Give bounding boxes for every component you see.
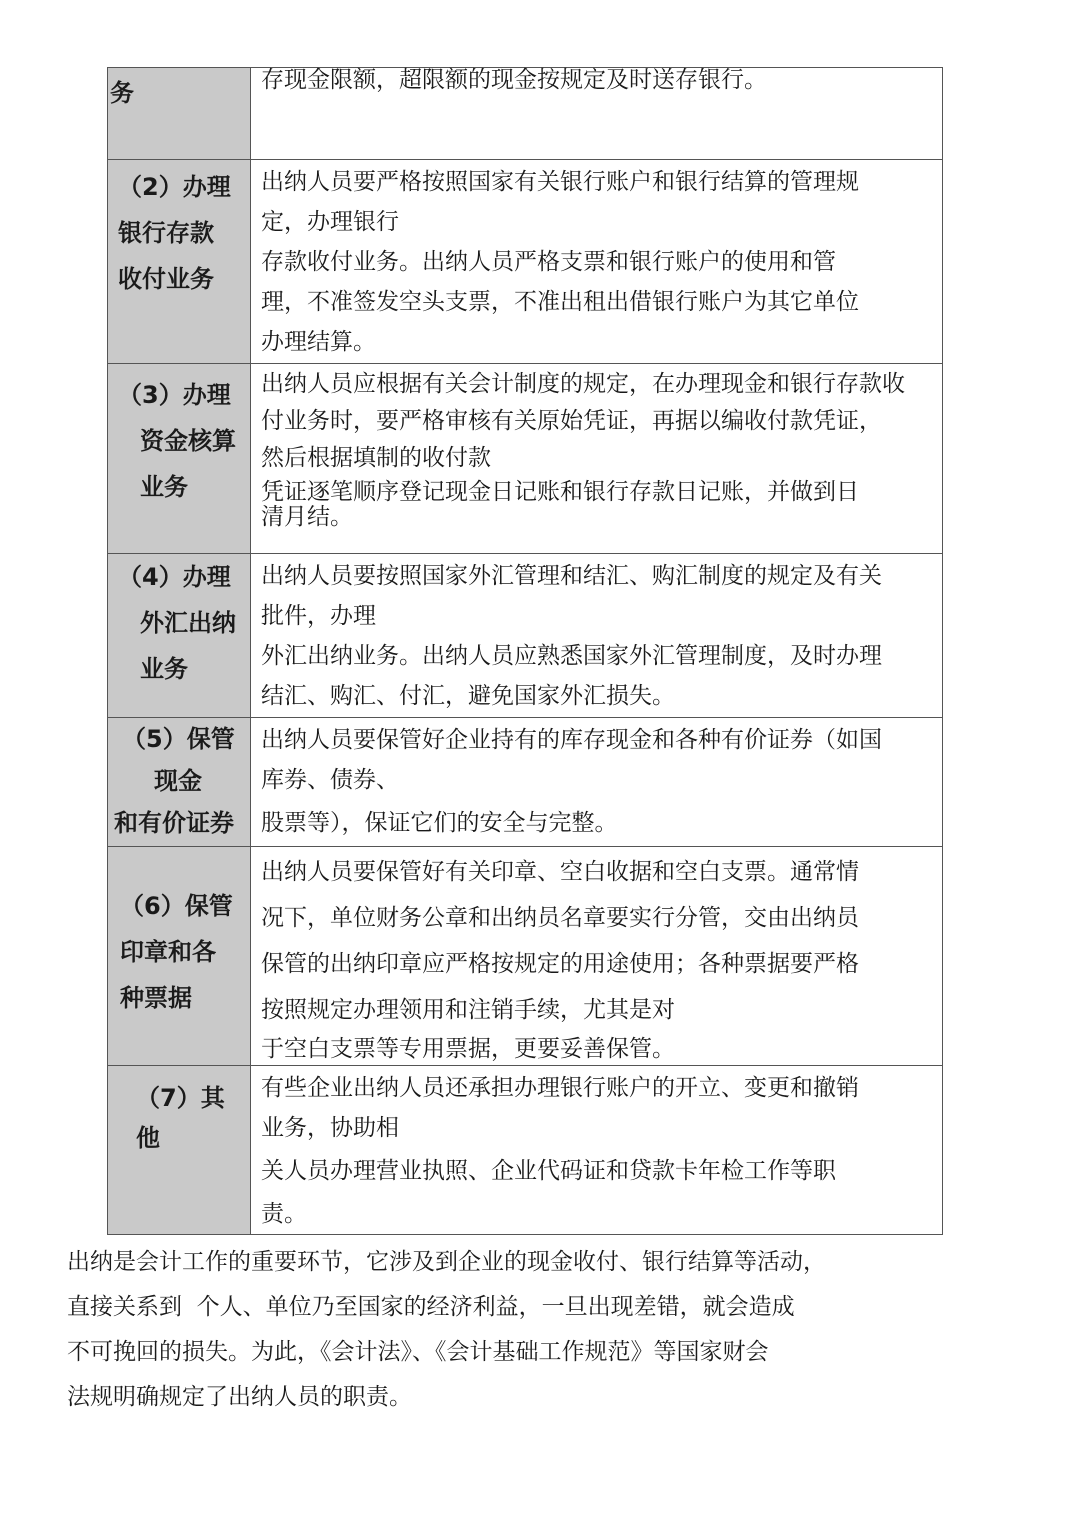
content-line: 出纳人员要保管好有关印章、空白收据和空白支票。通常情 (261, 859, 859, 885)
row-label-line: 收付业务 (118, 265, 214, 293)
row-label-cell (108, 160, 251, 364)
row-content-cell (251, 718, 943, 847)
row-label-line: 种票据 (120, 984, 192, 1012)
row-content-cell (251, 1066, 943, 1235)
content-line: 业务，协助相 (261, 1115, 399, 1141)
content-line: 存现金限额，超限额的现金按规定及时送存银行。 (261, 67, 767, 93)
row-content-cell (251, 554, 943, 718)
content-line: 于空白支票等专用票据，更要妥善保管。 (261, 1036, 675, 1062)
content-line: 出纳人员应根据有关会计制度的规定，在办理现金和银行存款收 (261, 371, 905, 397)
row-label-cell (108, 364, 251, 554)
content-line: 外汇出纳业务。出纳人员应熟悉国家外汇管理制度，及时办理 (261, 643, 882, 669)
content-line: 凭证逐笔顺序登记现金日记账和银行存款日记账，并做到日 (261, 479, 859, 505)
content-line: 出纳人员要按照国家外汇管理和结汇、购汇制度的规定及有关 (261, 563, 882, 589)
table-row (108, 364, 943, 554)
row-label-line: 业务 (140, 473, 188, 501)
row-label-line: 印章和各 (120, 938, 216, 966)
content-line: 有些企业出纳人员还承担办理银行账户的开立、变更和撤销 (261, 1075, 859, 1101)
content-line: 按照规定办理领用和注销手续，尤其是对 (261, 997, 675, 1023)
row-label-line: （5）保管 (122, 725, 235, 753)
content-line: 股票等），保证它们的安全与完整。 (261, 810, 618, 836)
content-line: 然后根据填制的收付款 (261, 445, 491, 471)
row-label-line: （6）保管 (120, 892, 233, 920)
row-label-line: 现金 (154, 767, 202, 795)
table-row (108, 68, 943, 160)
row-content-cell (251, 364, 943, 554)
row-label-line: （3）办理 (118, 381, 231, 409)
content-line: 定，办理银行 (261, 209, 399, 235)
row-label-cell (108, 847, 251, 1066)
table-row (108, 847, 943, 1066)
row-label-line: 他 (136, 1124, 160, 1152)
row-label-line: （4）办理 (118, 563, 231, 591)
paragraph-line: 不可挽回的损失。为此，《会计法》、《会计基础工作规范》等国家财会 (67, 1339, 769, 1365)
table-row (108, 718, 943, 847)
content-line: 责。 (261, 1201, 307, 1227)
content-line: 批件，办理 (261, 603, 376, 629)
paragraph-line: 出纳是会计工作的重要环节，它涉及到企业的现金收付、银行结算等活动， (67, 1249, 826, 1275)
content-line: 存款收付业务。出纳人员严格支票和银行账户的使用和管 (261, 249, 836, 275)
table-row (108, 1066, 943, 1235)
row-label-line: 和有价证券 (114, 809, 234, 837)
content-line: 库券、债券、 (261, 767, 399, 793)
content-line: 出纳人员要保管好企业持有的库存现金和各种有价证券（如国 (261, 727, 882, 753)
paragraph-line: 直接关系到 个人、单位乃至国家的经济利益，一旦出现差错，就会造成 (67, 1294, 795, 1320)
content-line: 保管的出纳印章应严格按规定的用途使用；各种票据要严格 (261, 951, 859, 977)
content-line: 理，不准签发空头支票，不准出租出借银行账户为其它单位 (261, 289, 859, 315)
row-label-line: 业务 (140, 655, 188, 683)
row-label-cell (108, 68, 251, 160)
row-label-line: （2）办理 (118, 173, 231, 201)
content-line: 办理结算。 (261, 329, 376, 355)
content-line: 出纳人员要严格按照国家有关银行账户和银行结算的管理规 (261, 169, 859, 195)
content-line: 付业务时，要严格审核有关原始凭证，再据以编收付款凭证， (261, 408, 882, 434)
content-line: 况下，单位财务公章和出纳员名章要实行分管，交由出纳员 (261, 905, 859, 931)
table-row (108, 554, 943, 718)
row-label-line: （7）其 (136, 1084, 225, 1112)
row-content-cell (251, 847, 943, 1066)
row-label-line: 资金核算 (140, 427, 236, 455)
row-content-cell (251, 68, 943, 160)
row-label-line: 外汇出纳 (140, 609, 236, 637)
row-label-line: 银行存款 (118, 219, 214, 247)
table-row (108, 160, 943, 364)
content-line: 关人员办理营业执照、企业代码证和贷款卡年检工作等职 (261, 1158, 836, 1184)
row-label-line: 务 (110, 79, 134, 107)
duties-table (107, 67, 943, 1235)
closing-paragraph (67, 1240, 967, 1420)
row-content-cell (251, 160, 943, 364)
paragraph-line: 法规明确规定了出纳人员的职责。 (67, 1384, 412, 1410)
row-label-cell (108, 554, 251, 718)
content-line: 清月结。 (261, 504, 353, 530)
row-label-cell (108, 718, 251, 847)
row-label-cell (108, 1066, 251, 1235)
content-line: 结汇、购汇、付汇，避免国家外汇损失。 (261, 683, 675, 709)
